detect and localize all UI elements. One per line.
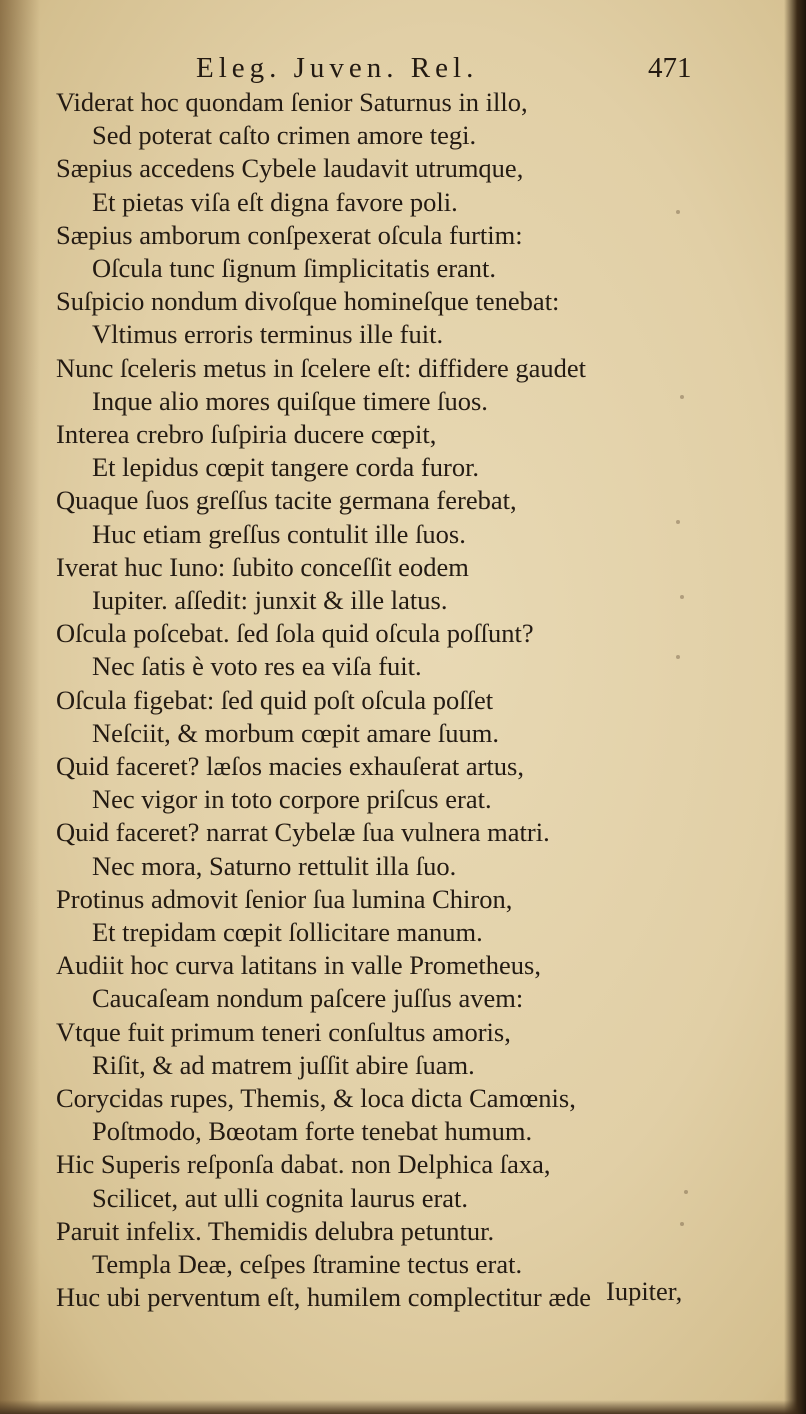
poem-line: Paruit infelix. Themidis delubra petuntur. [56, 1215, 495, 1246]
poem-line: Et pietas viſa eſt digna favore poli. [92, 186, 458, 217]
running-head: Eleg. Juven. Rel. [196, 52, 479, 84]
catchword: Iupiter, [606, 1276, 683, 1306]
poem-line: Iverat huc Iuno: ſubito conceſſit eodem [56, 551, 469, 582]
poem-line: Quid faceret? narrat Cybelæ ſua vulnera matri. [56, 817, 550, 848]
poem-line: Nec mora, Saturno rettulit illa ſuo. [92, 850, 457, 881]
page-bottom-edge [0, 1400, 806, 1414]
paper-speck [676, 655, 680, 659]
poem-line: Et trepidam cœpit ſollicitare manum. [92, 917, 483, 947]
paper-speck [82, 1295, 86, 1299]
poem-line: Nec vigor in toto corpore priſcus erat. [92, 784, 492, 815]
poem-line: Nec ſatis è voto res ea viſa fuit. [92, 651, 422, 682]
poem-line: Vtque fuit primum teneri conſultus amoris, [56, 1016, 511, 1047]
paper-speck [680, 595, 684, 599]
paper-speck [676, 520, 680, 524]
paper-speck [676, 210, 680, 214]
poem-line: Neſciit, & morbum cœpit amare ſuum. [92, 717, 499, 748]
poem-line: Viderat hoc quondam ſenior Saturnus in illo, [56, 87, 528, 117]
poem-line: Oſcula figebat: ſed quid poſt oſcula poſſet [56, 684, 494, 715]
paper-speck [124, 1295, 128, 1299]
poem-line: Riſit, & ad matrem juſſit abire ſuam. [92, 1049, 475, 1080]
poem-line: Sæpius accedens Cybele laudavit utrumque, [56, 153, 524, 184]
paper-speck [684, 1190, 688, 1194]
poem-line: Sed poterat caſto crimen amore tegi. [92, 120, 477, 151]
poem-line: Templa Deæ, ceſpes ſtramine tectus erat. [92, 1249, 523, 1279]
poem-line: Caucaſeam nondum paſcere juſſus avem: [92, 983, 524, 1014]
poem-line: Huc ubi perventum eſt, humilem complectitur æde [56, 1282, 592, 1313]
poem-line: Inque alio mores quiſque timere ſuos. [92, 385, 488, 416]
poem-line: Protinus admovit ſenior ſua lumina Chiron, [56, 883, 513, 914]
poem-line: Interea crebro ſuſpiria ducere cœpit, [56, 419, 437, 449]
poem-line: Nunc ſceleris metus in ſcelere eſt: diffidere gaudet [56, 352, 587, 383]
poem-line: Quaque ſuos greſſus tacite germana ferebat, [56, 485, 517, 516]
poem-line: Corycidas rupes, Themis, & loca dicta Camœnis, [56, 1083, 576, 1113]
poem-line: Huc etiam greſſus contulit ille ſuos. [92, 518, 466, 549]
poem-line: Oſcula tunc ſignum ſimplicitatis erant. [92, 253, 497, 283]
poem-line: Suſpicio nondum divoſque homineſque tenebat: [56, 286, 560, 317]
poem-line: Et lepidus cœpit tangere corda furor. [92, 452, 480, 483]
paper-speck [680, 1222, 684, 1226]
poem-line: Oſcula poſcebat. ſed ſola quid oſcula poſſunt? [56, 618, 534, 649]
poem-line: Quid faceret? læſos macies exhauſerat artus, [56, 751, 524, 781]
paper-speck [680, 395, 684, 399]
poem-line: Hic Superis reſponſa dabat. non Delphica ſaxa, [56, 1149, 551, 1180]
poem-line: Audiit hoc curva latitans in valle Prometheus, [56, 950, 541, 981]
poem-line: Vltimus erroris terminus ille fuit. [92, 319, 444, 350]
page-number: 471 [648, 52, 692, 84]
poem-line: Iupiter. aſſedit: junxit & ille latus. [92, 585, 448, 615]
poem-line: Poſtmodo, Bœotam forte tenebat humum. [92, 1116, 533, 1147]
poem-line: Sæpius amborum conſpexerat oſcula furtim: [56, 219, 523, 250]
poem-line: Scilicet, aut ulli cognita laurus erat. [92, 1182, 469, 1213]
